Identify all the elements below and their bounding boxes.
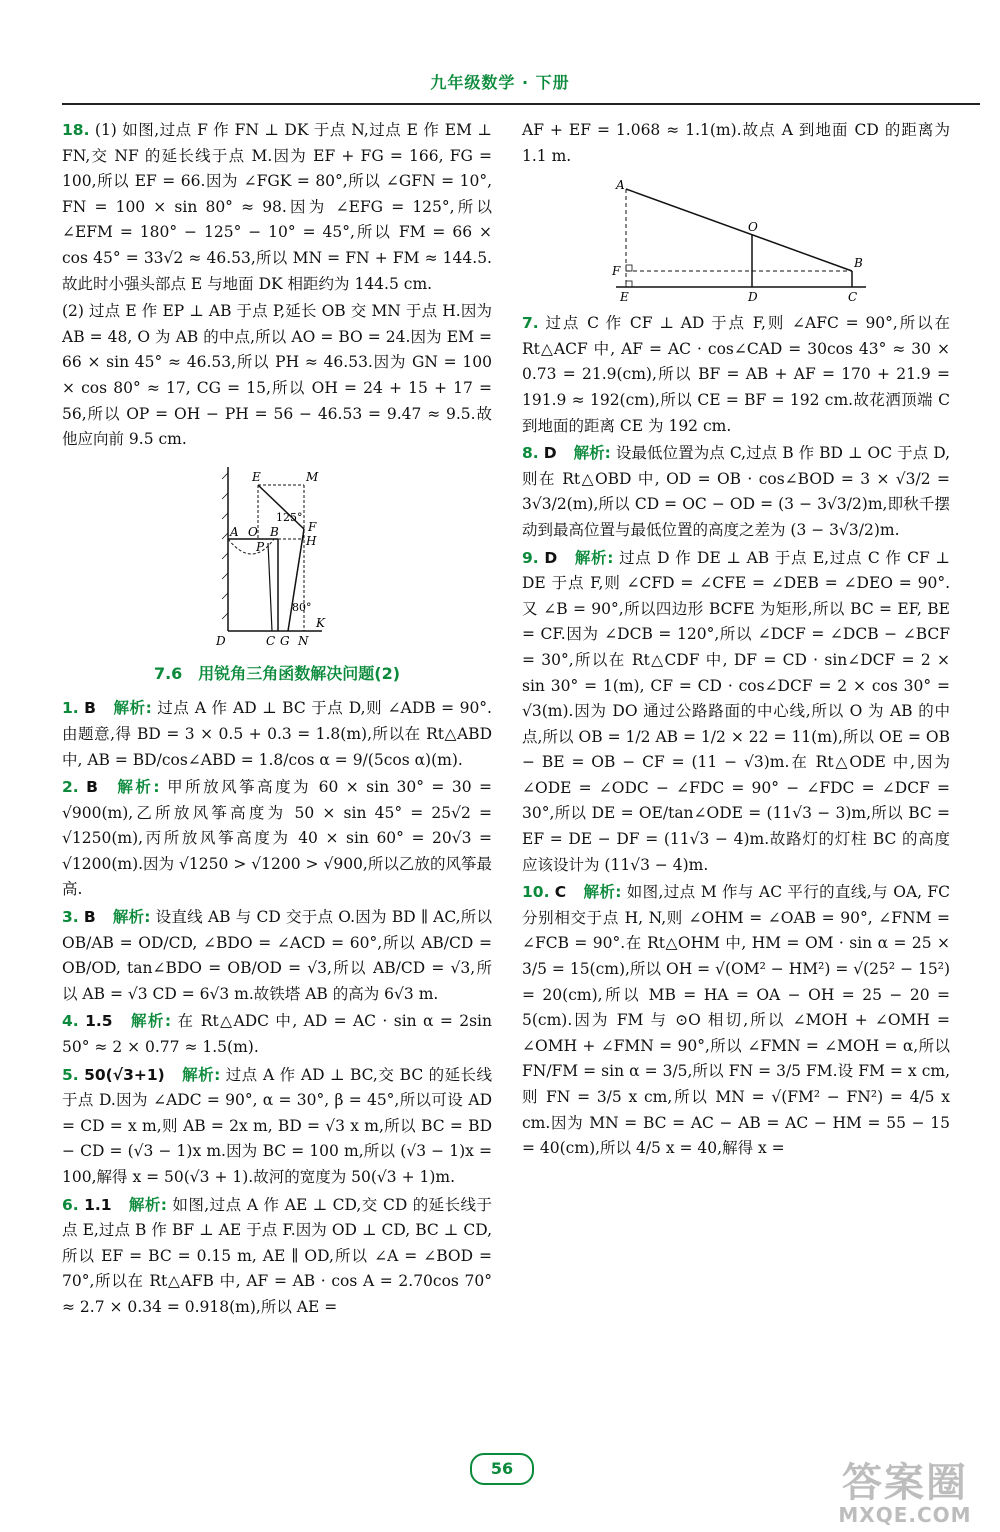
solution-5 — [62, 1063, 492, 1191]
header-rule — [62, 103, 980, 105]
item-number: 7. — [522, 314, 539, 333]
item-text: 过点 C 作 CF ⊥ AD 于点 F,则 ∠AFC = 90°,所以在 Rt△ACF 中, AF = AC · cos∠CAD = 30cos 43° ≈ 30 × 0.73 = 21.9(cm),所以 BF = AB + AF = 170 + 21.9 = 191.9 ≈ 192(cm),所以 CE = BF = 192 cm.故花洒顶端 C 到地面的距离 CE 为 192 cm. — [522, 314, 950, 435]
item-number: 9. — [522, 548, 539, 567]
solution-8 — [522, 441, 950, 543]
item-number: 5. — [62, 1065, 79, 1084]
label-E: E — [620, 290, 629, 305]
label-D: D — [216, 633, 226, 648]
label-angle-125: 125° — [276, 510, 303, 524]
label-E: E — [252, 469, 261, 484]
label-B: B — [270, 524, 279, 539]
watermark-logo — [820, 1462, 990, 1532]
solution-4 — [62, 1009, 492, 1060]
item-text: (2) 过点 E 作 EP ⊥ AB 于点 P,延长 OB 交 MN 于点 H.因为 AB = 48, O 为 AB 的中点,所以 AO = BO = 24.因为 EM = 66 × sin 45° ≈ 46.53,所以 PH ≈ 46.53.因为 GN = 100 × cos 80° ≈ 17, CG = 15,所以 OH = 24 + 15 + 17 = 56,所以 OP = OH − PH = 56 − 46.53 = 9.47 ≈ 9.5.故他应向前 9.5 cm. — [62, 302, 492, 449]
solution-18-part1 — [62, 118, 492, 297]
item-answer: 1.1 — [84, 1195, 112, 1214]
section-title: 7.6 用锐角三角函数解决问题(2) — [153, 663, 401, 683]
label-A: A — [616, 178, 625, 193]
item-number: 8. — [522, 444, 539, 463]
label-C: C — [266, 633, 276, 648]
item-number: 4. — [62, 1012, 79, 1031]
label-F: F — [612, 264, 621, 279]
item-text: 甲所放风筝高度为 60 × sin 30° = 30 = √900(m),乙所放风筝高度为 50 × sin 45° = 25√2 = √1250(m),丙所放风筝高度为 40 × sin 60° = 20√3 = √1200(m).因为 √1250 > √1200 > √900,所以乙放的风筝最高. — [62, 778, 492, 899]
item-text: 在 Rt△ADC 中, AD = AC · sin α = 2sin 50° ≈ 2 × 0.77 ≈ 1.5(m). — [62, 1012, 492, 1057]
label-D: D — [748, 290, 758, 305]
item-answer: D — [543, 444, 557, 463]
item-text: 如图,过点 M 作与 AC 平行的直线,与 OA, FC 分别相交于点 H, N,则 ∠OHM = ∠OAB = 90°, ∠FNM = ∠FCB = 90°.在 Rt△OHM 中, HM = OM · sin α = 25 × 3/5 = 15(cm),所以 OH = √(OM² − HM²) = √(25² − 15²) = 20(cm),所以 MB = HA = OA − OH = 25 − 20 = 5(cm).因为 FM 与 ⊙O 相切,所以 ∠MOH + ∠OMH = ∠OMH + ∠FMN = 90°,所以 ∠FMN = ∠MOH = α,所以 FN/FM = sin α = 3/5,所以 FN = 3/5 FM.设 FM = x cm,则 FN = 3/5 x cm,所以 MN = √(FM² − FN²) = 4/5 x cm.因为 MN = BC = AC − AB = AC − HM = 55 − 15 = 40(cm),所以 4/5 x = 40,解得 x = — [522, 883, 950, 1158]
item-answer: 1.5 — [85, 1012, 113, 1031]
item-text: 如图,过点 A 作 AE ⊥ CD,交 CD 的延长线于点 E,过点 B 作 BF ⊥ AE 于点 F.因为 OD ⊥ CD, BC ⊥ CD,所以 EF = BC = 0.15 m, AE ∥ OD,所以 ∠A = ∠BOD = 70°,所以在 Rt△AFB 中, AF = AB · cos A = 2.70cos 70° ≈ 2.7 × 0.34 = 0.918(m),所以 AE = — [62, 1195, 492, 1316]
label-F: F — [308, 519, 317, 534]
item-number: 10. — [522, 883, 550, 902]
item-number: 6. — [62, 1195, 79, 1214]
label-angle-80: 80° — [292, 600, 312, 614]
solution-3 — [62, 905, 492, 1007]
solution-18-part2 — [62, 299, 492, 453]
item-text: 设直线 AB 与 CD 交于点 O.因为 BD ∥ AC,所以 OB/AB = OD/CD, ∠BDO = ∠ACD = 60°,所以 AB/CD = OB/OD, tan∠BDO = OB/OD = √3,所以 AB/CD = √3,所以 AB = √3 CD = 6√3 m.故铁塔 AB 的高为 6√3 m. — [62, 908, 492, 1003]
analysis-label: 解析: — [112, 908, 151, 927]
solution-6 — [62, 1193, 492, 1321]
solution-7 — [522, 311, 950, 439]
left-column — [62, 118, 492, 1323]
item-answer: B — [86, 778, 98, 797]
item-text: 过点 D 作 DE ⊥ AB 于点 E,过点 C 作 CF ⊥ DE 于点 F,则 ∠CFD = ∠CFE = ∠DEB = ∠DEO = 90°.又 ∠B = 90°,所以四边形 BCFE 为矩形,所以 BC = EF, BE = CF.因为 ∠DCB = 120°,所以 ∠DCF = ∠DCB − ∠BCF = 30°,所以在 Rt△CDF 中, DF = CD · sin∠DCF = 2 × sin 30° = 1(m), CF = CD · cos∠DCF = 2 × cos 30° = √3(m).因为 DO 通过公路路面的中心线,所以 O 为 AB 的中点,所以 OB = 1/2 AB = 1/2 × 22 = 11(m),所以 OE = OB − BE = OB − CF = (11 − √3)m.在 Rt△ODE 中,因为 ∠ODE = ∠ODC − ∠FDC = 90° − ∠FDC = ∠DCF = 30°,所以 DE = OE/tan∠ODE = (11√3 − 3)m,所以 BC = EF = DE − DF = (11√3 − 4)m.故路灯的灯柱 BC 的高度应该设计为 (11√3 − 4)m. — [522, 548, 950, 874]
item-text: 过点 A 作 AD ⊥ BC,交 BC 的延长线于点 D.因为 ∠ADC = 90°, α = 30°, β = 45°,所以可设 AD = CD = x m,则 AB = 2x m, BD = √3 x m,所以 BC = BD − CD = (√3 − 1)x m.因为 BC = 100 m,所以 (√3 − 1)x = 100,解得 x = 50(√3 + 1).故河的宽度为 50(√3 + 1)m. — [62, 1065, 493, 1186]
label-K: K — [316, 615, 325, 630]
solution-1 — [62, 696, 492, 773]
label-B: B — [854, 256, 863, 271]
analysis-label: 解析: — [573, 444, 611, 463]
item-number: 1. — [62, 699, 79, 718]
item-number: 18. — [62, 121, 90, 139]
label-M: M — [306, 469, 319, 484]
item-answer: B — [84, 699, 96, 718]
analysis-label: 解析: — [130, 1012, 172, 1031]
label-O: O — [748, 220, 758, 235]
label-O: O — [248, 524, 258, 539]
solution-10 — [522, 880, 950, 1162]
page-number: 56 — [470, 1453, 534, 1485]
solution-2 — [62, 775, 492, 903]
item-text: AF + EF = 1.068 ≈ 1.1(m).故点 A 到地面 CD 的距离为 1.1 m. — [522, 121, 950, 165]
label-P: P — [256, 539, 265, 554]
analysis-label: 解析: — [182, 1065, 221, 1084]
item-answer: 50(√3+1) — [84, 1065, 165, 1084]
solution-9 — [522, 546, 950, 879]
figure-18 — [212, 459, 342, 649]
figure-6 — [596, 175, 876, 305]
item-text: (1) 如图,过点 F 作 FN ⊥ DK 于点 N,过点 E 作 EM ⊥ FN,交 NF 的延长线于点 M.因为 EF + FG = 166, FG = 100,所以 EF = 66.因为 ∠FGK = 80°,所以 ∠GFN = 10°, FN = 100 × sin 80° ≈ 98.因为 ∠EFG = 125°,所以 ∠EFM = 180° − 125° − 10° = 45°,所以 FM = 66 × cos 45° = 33√2 ≈ 46.53,所以 MN = FN + FM ≈ 144.5.故此时小强头部点 E 与地面 DK 相距约为 144.5 cm. — [62, 121, 492, 293]
analysis-label: 解析: — [574, 548, 614, 567]
right-column — [522, 118, 950, 1164]
watermark-url: MXQE.COM — [838, 1503, 972, 1527]
label-C: C — [848, 290, 858, 305]
item-answer: B — [83, 908, 96, 927]
label-A: A — [230, 524, 239, 539]
analysis-label: 解析: — [113, 699, 152, 718]
label-G: G — [280, 633, 290, 648]
item-answer: D — [544, 548, 558, 567]
label-N: N — [298, 633, 309, 648]
analysis-label: 解析: — [583, 883, 622, 902]
analysis-label: 解析: — [117, 778, 160, 797]
solution-6-continued — [522, 118, 950, 169]
watermark-text: 答案圈 — [842, 1460, 968, 1506]
item-text: 过点 A 作 AD ⊥ BC 于点 D,则 ∠ADB = 90°.由题意,得 BD = 3 × 0.5 + 0.3 = 1.8(m),所以在 Rt△ABD 中, AB = BD/cos∠ABD = 1.8/cos α = 9/(5cos α)(m). — [62, 699, 492, 769]
item-number: 3. — [62, 908, 79, 927]
label-H: H — [306, 533, 317, 548]
item-answer: C — [554, 883, 567, 902]
analysis-label: 解析: — [128, 1195, 167, 1214]
item-number: 2. — [62, 778, 79, 797]
item-text: 设最低位置为点 C,过点 B 作 BD ⊥ OC 于点 D,则在 Rt△OBD 中, OD = OB · cos∠BOD = 3 × √3/2 = 3√3/2(m),所以 CD = OC − OD = (3 − 3√3/2)m,即秋千摆动到最高位置与最低位置的高度之差为 (3 − 3√3/2)m. — [522, 444, 950, 539]
header-title: 九年级数学 · 下册 — [430, 73, 570, 92]
